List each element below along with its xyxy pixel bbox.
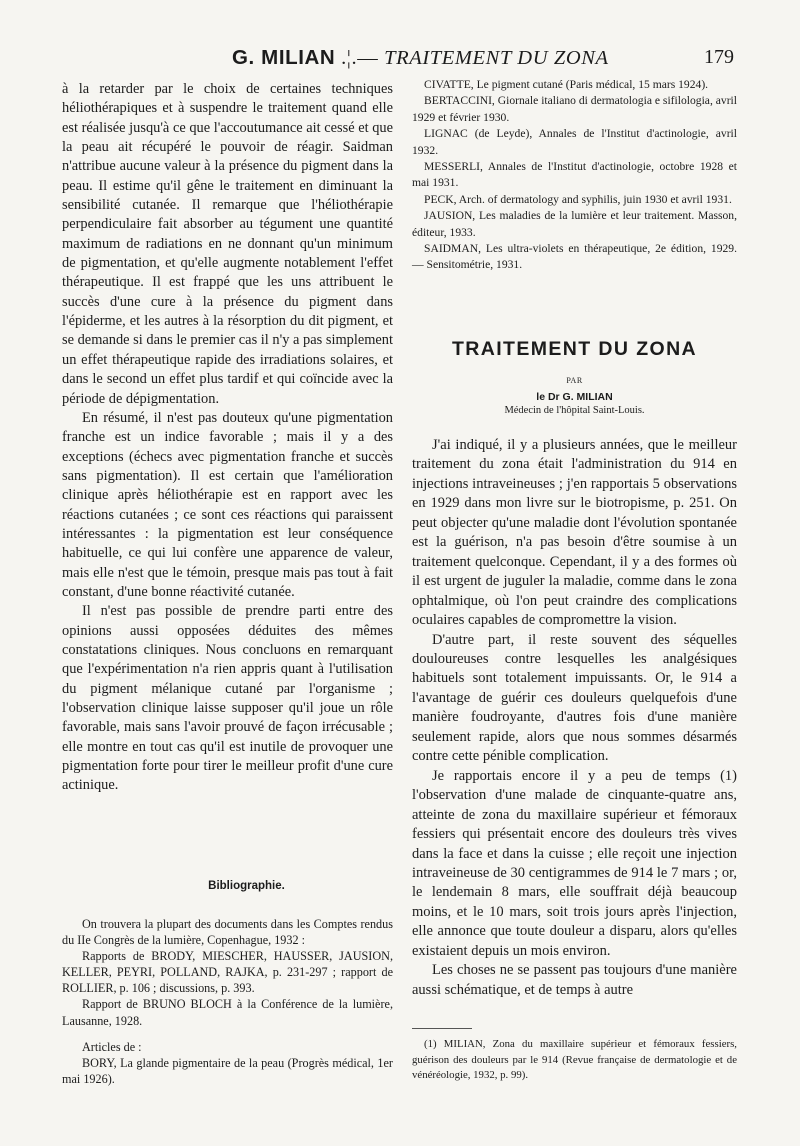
article-paragraph: D'autre part, il reste souvent des séquelles douloureuses contre lesquelles les analgésiques habituels sont totalement impuissants. Or, le 914 a l'avantage de guérir ces douleurs quelquefois d'une manière foudroyante, d'autres fois d'une manière seulement rapide, alors que nous sommes désarmés contre cette pénible complication. bbox=[412, 631, 737, 765]
article-paragraph: Je rapportais encore il y a peu de temps (1) l'observation d'une malade de cinquante-quatre ans, atteinte de zona du maxillaire supérieur et fémoraux fessiers qui présentait encore des douleurs très vives dans la face et dans la cuisse ; elle reçoit une injection intraveineuse de 30 centigrammes de 914 le 7 mars ; or, le lendemain 8 mars, elle souffrait déjà beaucoup moins, et le 10 mars, soit trois jours après l'injection, elle annonce que toute douleur a disparu, alors qu'elles existaient depuis un mois environ. bbox=[412, 767, 737, 959]
left-paragraph: à la retarder par le choix de certaines techniques héliothérapiques et à suspendre le traitement quand elle est réalisée jusqu'à ce que l'accoutumance ait cessé et que la peau ait récupéré le pouvoir de réagir. Saidman n'attribue aucune valeur à la présence du pigment dans la peau. Il estime qu'il gêne le traitement en diminuant la sensibilité cutanée. Il remarque que l'héliothérapie perpendiculaire fait absorber au tégument une quantité maximum de radiations en ne donnant qu'un minimum de pigmentation, et qu'elle augmente notablement l'effet thérapeutique. Il est frappé que les uns attribuent le succès d'une cure à la présence du pigment dans l'épiderme, et les autres à la résorption du dit pigment, et se demande si dans le premier cas il n'y a pas simplement un effet thérapeutique rapide des irradiations solaires, et dans le second un effet plus tardif et qui coïncide avec la période de dépigmentation. bbox=[62, 81, 393, 407]
header-separator: .¦.— bbox=[341, 47, 379, 69]
bibliography-article: CIVATTE, Le pigment cutané (Paris médical, 15 mars 1924). bbox=[424, 78, 709, 91]
bibliography-heading: Bibliographie. bbox=[208, 880, 285, 892]
bibliography-article: LIGNAC (de Leyde), Annales de l'Institut d'actinologie, avril 1932. bbox=[412, 127, 737, 157]
articles-intro: Articles de : bbox=[82, 1039, 142, 1054]
article-title: TRAITEMENT DU ZONA bbox=[451, 338, 698, 360]
article-body bbox=[412, 436, 737, 1000]
article-by: PAR bbox=[566, 376, 583, 385]
article-paragraph: J'ai indiqué, il y a plusieurs années, que le meilleur traitement du zona était l'administration du 914 en injections intraveineuses ; j'en rapportais 5 observations en 1929 dans mon livre sur le biotropisme, p. 251. On peut objecter qu'une maladie dont l'évolution spontanée est la guérison, n'a pas besoin d'être soumise à un traitement quelconque. Cependant, il y a des formes où il est urgent de juguler la maladie, comme dans le zona ophtalmique, où l'on peut craindre des complications oculaires capables de compromettre la vision. bbox=[412, 437, 737, 629]
article-author: le Dr G. MILIAN bbox=[536, 391, 613, 403]
footnote-text: (1) MILIAN, Zona du maxillaire supérieur et fémoraux fessiers, guérison des douleurs par le 914 (Revue française de dermatologie et de vénéréologie, 1932, p. 99). bbox=[412, 1038, 737, 1081]
running-header bbox=[0, 44, 800, 80]
header-title: TRAITEMENT DU ZONA bbox=[384, 47, 609, 69]
bibliography-article: MESSERLI, Annales de l'Institut d'actinologie, octobre 1928 et mai 1931. bbox=[412, 160, 737, 190]
article-affiliation: Médecin de l'hôpital Saint-Louis. bbox=[504, 405, 645, 416]
bibliography-entry: Rapport de BRUNO BLOCH à la Conférence de la lumière, Lausanne, 1928. bbox=[62, 997, 393, 1028]
bibliography-list bbox=[62, 916, 393, 1087]
bibliography-article: SAIDMAN, Les ultra-violets en thérapeutique, 2e édition, 1929. — Sensitométrie, 1931. bbox=[412, 242, 737, 272]
header-author: G. MILIAN bbox=[232, 46, 336, 69]
bibliography bbox=[62, 880, 393, 1087]
bibliography-article: PECK, Arch. of dermatology and syphilis, juin 1930 et avril 1931. bbox=[424, 192, 732, 206]
left-paragraph: Il n'est pas possible de prendre parti entre des opinions aussi opposées déduites des mêmes constatations cliniques. Nous concluons en remarquant que l'expérimentation n'a rien appris quant à l'utilisation du pigment mélanique cutané par l'organisme ; l'observation clinique laisse supposer qu'il joue un rôle favorable, mais sans l'avoir prouvé de façon irrécusable ; elle montre en tout cas qu'il est inutile de provoquer une pigmentation forte pour tirer le meilleur profit d'une cure actinique. bbox=[62, 603, 393, 794]
bibliography-entry: Rapports de BRODY, MIESCHER, HAUSSER, JAUSION, KELLER, PEYRI, POLLAND, RAJKA, p. 231-297 ; rapport de ROLLIER, p. 106 ; discussions, p. 393. bbox=[62, 949, 393, 996]
article-header bbox=[412, 338, 737, 416]
bibliography-article: JAUSION, Les maladies de la lumière et leur traitement. Masson, éditeur, 1933. bbox=[412, 209, 737, 239]
bibliography-article: BERTACCINI, Giornale italiano di dermatologia e sifilologia, avril 1929 et février 1930. bbox=[412, 94, 737, 124]
bibliography-entry: On trouvera la plupart des documents dans les Comptes rendus du IIe Congrès de la lumière, Copenhague, 1932 : bbox=[62, 917, 393, 948]
left-paragraph: En résumé, il n'est pas douteux qu'une pigmentation franche est un indice favorable ; mais il y a des exceptions (échecs avec pigmentation franche et succès sans pigmentation). Il est certain que l'amélioration clinique après héliothérapie est en rapport avec les réactions cutanées ; ce sont ces réactions qui paraissent intéressantes : la pigmentation est leur conséquence habituelle, ce qui lui confère une apparence de valeur, mais elle n'est que le témoin, presque mais pas tout à fait constant, d'une bonne réactivité cutanée. bbox=[62, 409, 393, 600]
running-title bbox=[232, 46, 609, 70]
footnote bbox=[412, 1028, 737, 1084]
bibliography-article: BORY, La glande pigmentaire de la peau (Progrès médical, 1er mai 1926). bbox=[62, 1055, 393, 1086]
footnote-rule bbox=[412, 1028, 472, 1029]
bibliography-continued bbox=[412, 77, 737, 274]
article-paragraph: Les choses ne se passent pas toujours d'une manière aussi schématique, et de temps à autre bbox=[412, 962, 737, 998]
page-number: 179 bbox=[704, 46, 734, 68]
left-column bbox=[62, 80, 393, 796]
